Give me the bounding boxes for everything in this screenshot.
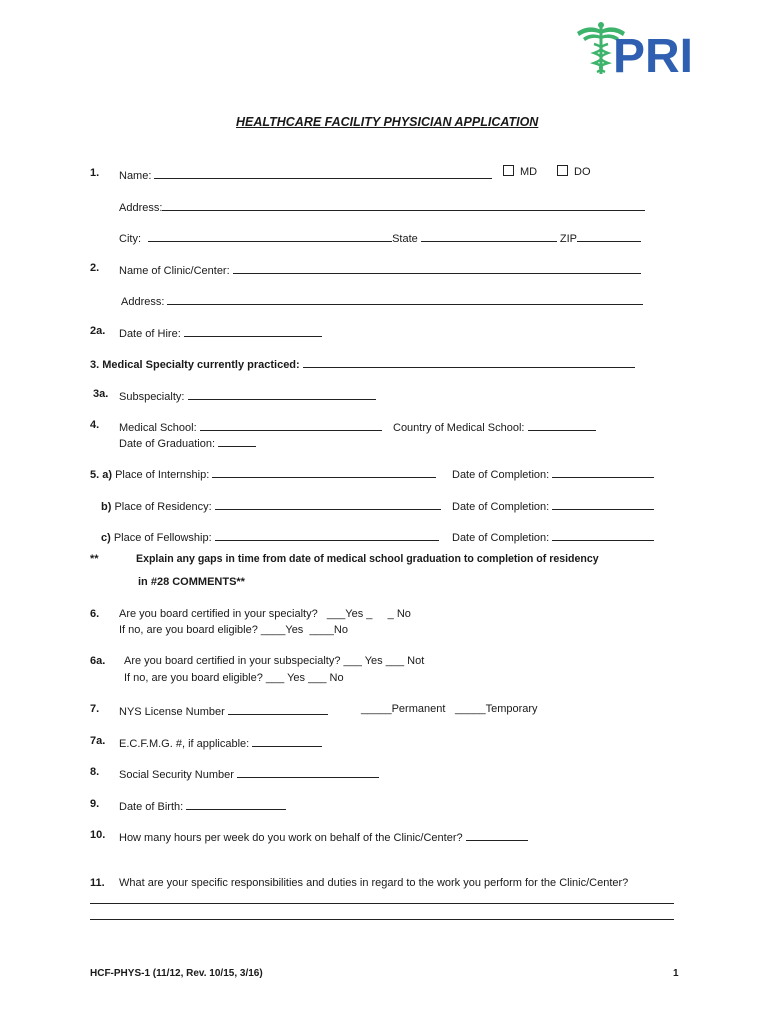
q6-number: 6. [90, 608, 100, 620]
note-marker: ** [90, 553, 99, 565]
specialty-field[interactable] [303, 356, 635, 368]
clinic-address-label: Address: [121, 296, 165, 308]
name-label: Name: [119, 170, 152, 182]
q6-eligible-no[interactable]: ____No [309, 624, 348, 636]
specialty-label: 3. Medical Specialty currently practiced: [90, 359, 300, 371]
responsibilities-line-2[interactable] [90, 919, 674, 920]
q9-number: 9. [90, 798, 100, 810]
internship-label: Place of Internship: [115, 469, 210, 481]
city-label: City: [119, 233, 141, 245]
md-label: MD [520, 166, 538, 178]
country-field[interactable] [528, 419, 596, 431]
address-field[interactable] [162, 199, 645, 211]
city-field[interactable] [148, 230, 392, 242]
residency-completion-field[interactable] [552, 498, 654, 510]
responsibilities-label: What are your specific responsibilities and duties in regard to the work you perform for the Clinic/Center? [119, 877, 629, 889]
date-of-hire-label: Date of Hire: [119, 328, 181, 340]
logo-text: PRI [613, 30, 694, 78]
clinic-name-label: Name of Clinic/Center: [119, 265, 230, 277]
form-id: HCF-PHYS-1 (11/12, Rev. 10/15, 3/16) [90, 968, 263, 979]
q5a-prefix: 5. a) [90, 469, 113, 481]
fellowship-completion-label: Date of Completion: [452, 532, 550, 544]
q7a-number: 7a. [90, 735, 106, 747]
state-field[interactable] [421, 230, 557, 242]
q6a-eligible-no[interactable]: ___ No [308, 672, 344, 684]
hours-label: How many hours per week do you work on behalf of the Clinic/Center? [119, 832, 463, 844]
note-line-2: in #28 COMMENTS** [138, 576, 245, 588]
md-checkbox[interactable] [503, 165, 514, 176]
fellowship-completion-field[interactable] [552, 529, 654, 541]
dob-label: Date of Birth: [119, 801, 184, 813]
residency-field[interactable] [215, 498, 441, 510]
country-label: Country of Medical School: [393, 422, 525, 434]
q5b-prefix: b) [101, 501, 112, 513]
zip-field[interactable] [577, 230, 641, 242]
q6-line-2: If no, are you board eligible? ____Yes ____No [119, 624, 348, 636]
q1-number: 1. [90, 167, 100, 179]
zip-label: ZIP [559, 233, 577, 245]
page-number: 1 [673, 968, 679, 979]
hours-field[interactable] [466, 829, 528, 841]
q3a-number: 3a. [93, 388, 109, 400]
q8-number: 8. [90, 766, 100, 778]
medical-school-field[interactable] [200, 419, 382, 431]
medical-school-label: Medical School: [119, 422, 197, 434]
internship-completion-field[interactable] [552, 466, 654, 478]
q2-number: 2. [90, 262, 100, 274]
q6a-line-1: Are you board certified in your subspecialty? ___ Yes ___ Not [124, 655, 425, 667]
do-checkbox[interactable] [557, 165, 568, 176]
q6a-no[interactable]: ___ Not [385, 655, 425, 667]
fellowship-field[interactable] [215, 529, 439, 541]
address-label: Address: [119, 202, 163, 214]
q6-yes[interactable]: ___Yes _ [326, 608, 373, 620]
q6-eligible-yes[interactable]: ____Yes [260, 624, 304, 636]
q6-no[interactable]: _ No [387, 608, 411, 620]
q2a-number: 2a. [90, 325, 106, 337]
subspecialty-label: Subspecialty: [119, 391, 185, 403]
q6a-eligible-yes[interactable]: ___ Yes [265, 672, 306, 684]
fellowship-label: Place of Fellowship: [113, 532, 212, 544]
ecfmg-label: E.C.F.M.G. #, if applicable: [119, 738, 250, 750]
responsibilities-line-1[interactable] [90, 903, 674, 904]
q11-number: 11. [90, 877, 105, 889]
q7-number: 7. [90, 703, 100, 715]
dob-field[interactable] [186, 798, 286, 810]
internship-field[interactable] [212, 466, 436, 478]
page-title: HEALTHCARE FACILITY PHYSICIAN APPLICATION [236, 115, 539, 129]
internship-completion-label: Date of Completion: [452, 469, 550, 481]
do-label: DO [574, 166, 591, 178]
residency-completion-label: Date of Completion: [452, 501, 550, 513]
q6-line-1: Are you board certified in your specialty? ___Yes _ _ No [119, 608, 411, 620]
graduation-label: Date of Graduation: [119, 438, 216, 450]
license-label: NYS License Number [119, 706, 225, 718]
ssn-label: Social Security Number [119, 769, 234, 781]
q6a-number: 6a. [90, 655, 106, 667]
clinic-name-field[interactable] [233, 262, 641, 274]
q4-number: 4. [90, 419, 100, 431]
note-line-1: Explain any gaps in time from date of medical school graduation to completion of residency [136, 553, 599, 565]
residency-label: Place of Residency: [114, 501, 212, 513]
ssn-field[interactable] [237, 766, 379, 778]
clinic-address-field[interactable] [167, 293, 643, 305]
subspecialty-field[interactable] [188, 388, 376, 400]
ecfmg-field[interactable] [252, 735, 322, 747]
q10-number: 10. [90, 829, 106, 841]
date-of-hire-field[interactable] [184, 325, 322, 337]
pri-logo [575, 20, 699, 78]
name-field[interactable] [154, 167, 492, 179]
license-field[interactable] [228, 703, 328, 715]
q6a-line-2: If no, are you board eligible? ___ Yes ___ No [124, 672, 344, 684]
state-label: State [392, 233, 418, 245]
graduation-field[interactable] [218, 435, 256, 447]
q6a-yes[interactable]: ___ Yes [343, 655, 383, 667]
license-permanent[interactable]: _____Permanent [361, 703, 446, 715]
license-temporary[interactable]: _____Temporary [455, 703, 538, 715]
q5c-prefix: c) [101, 532, 111, 544]
